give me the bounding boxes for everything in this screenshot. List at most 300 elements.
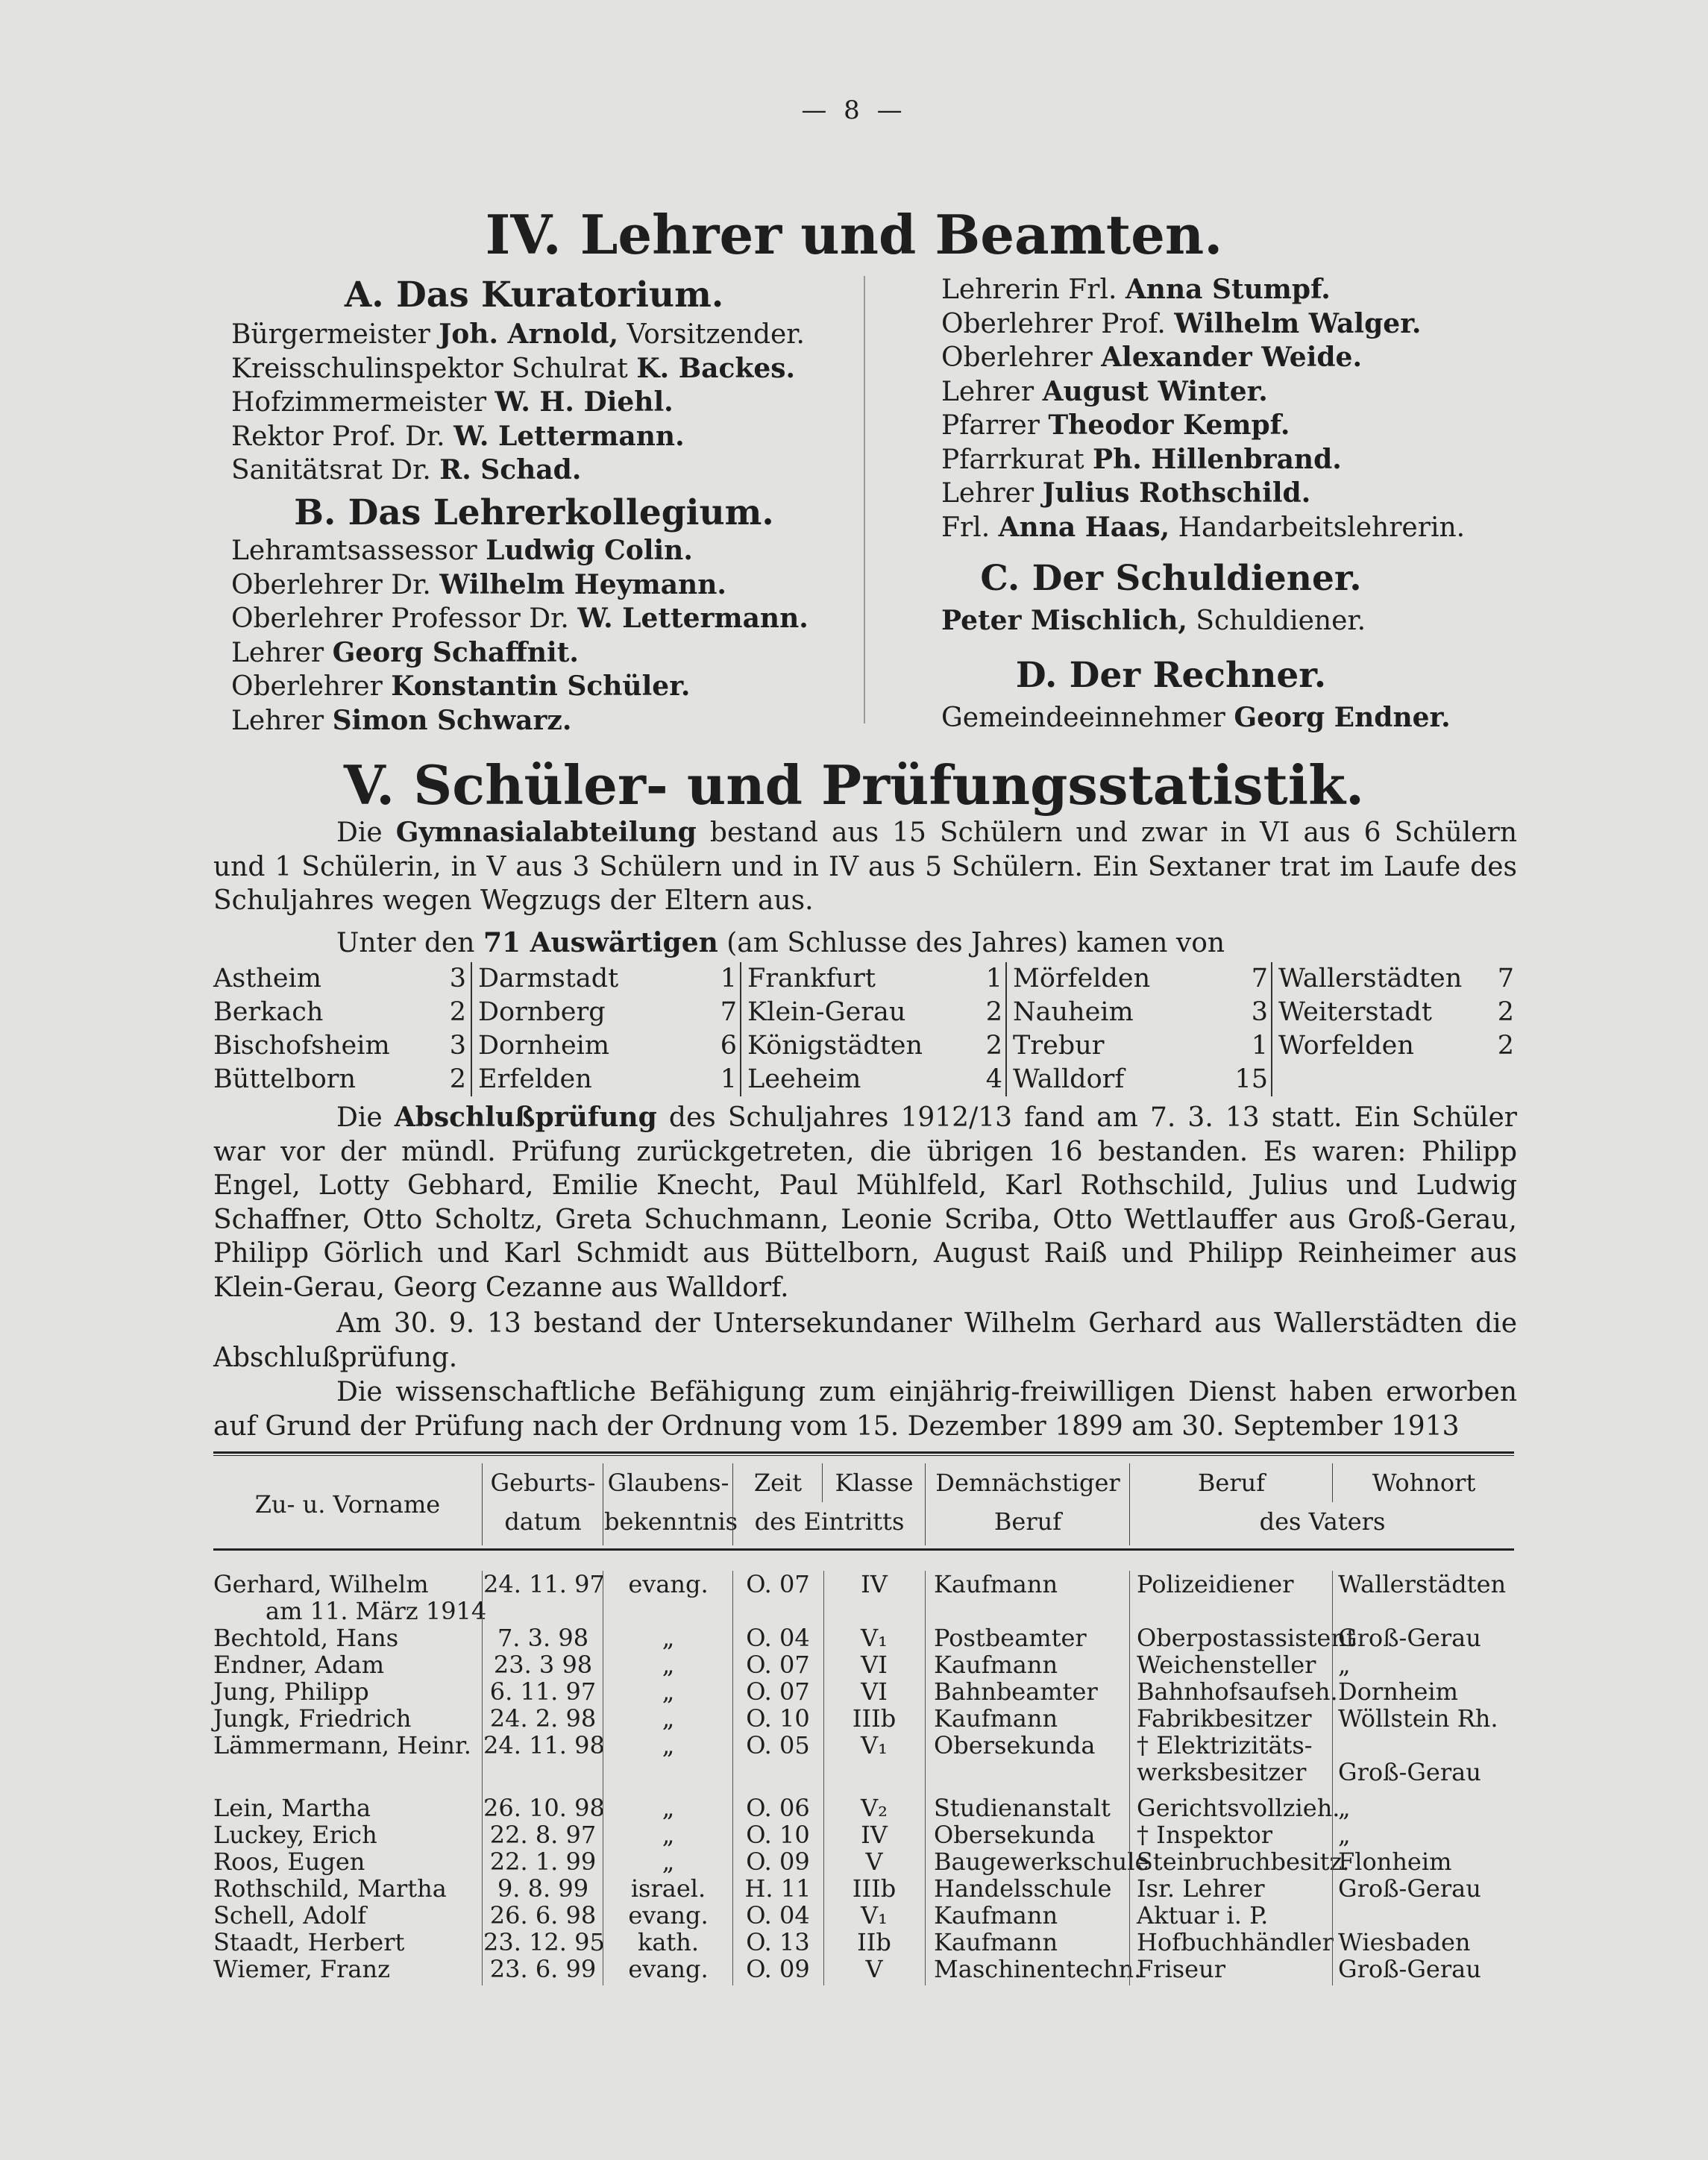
person-line xyxy=(231,420,685,453)
cell-kl: V₁ xyxy=(861,1624,888,1652)
person-role: Frl. xyxy=(941,512,999,543)
section-4-title: IV. Lehrer und Beamten. xyxy=(485,203,1223,266)
person-role: Lehrer xyxy=(231,705,333,736)
cell-name: Wiemer, Franz xyxy=(213,1955,390,1983)
cell-zeit: O. 04 xyxy=(746,1624,810,1652)
person-name: August Winter. xyxy=(1042,375,1268,407)
cell-zeit: H. 11 xyxy=(744,1874,811,1903)
table-row xyxy=(213,1571,1514,1598)
towns-column xyxy=(1271,962,1519,1096)
header-divider xyxy=(822,1463,823,1502)
cell-kl: VI xyxy=(861,1677,888,1706)
cell-konf: „ xyxy=(662,1704,675,1733)
person-name: Georg Endner. xyxy=(1234,702,1451,733)
person-line xyxy=(941,511,1465,544)
cell-kl: V₁ xyxy=(861,1731,888,1759)
towns-column xyxy=(213,962,471,1096)
cell-ort: Dornheim xyxy=(1338,1677,1458,1706)
town-count: 3 xyxy=(449,964,466,993)
person-name: W. Lettermann. xyxy=(577,603,809,634)
cell-zeit: O. 10 xyxy=(746,1704,810,1733)
header-des-vaters: des Vaters xyxy=(1259,1507,1386,1536)
cell-ort: Wiesbaden xyxy=(1338,1928,1471,1956)
para4-text: Am 30. 9. 13 bestand der Untersekundaner Wilhelm Gerhard aus Wallerstädten die Abschlußprüfung. xyxy=(213,1308,1517,1373)
cell-konf: kath. xyxy=(637,1928,700,1956)
cell-konf: evang. xyxy=(628,1570,709,1598)
column-divider xyxy=(482,1571,483,1985)
table-header-rule xyxy=(213,1548,1514,1551)
town-count: 2 xyxy=(1497,1031,1514,1061)
person-name: Ludwig Colin. xyxy=(486,535,693,566)
header-geburtsdatum xyxy=(483,1463,603,1545)
person-name: Georg Schaffnit. xyxy=(332,636,579,668)
para1-bold: Gymnasialabteilung xyxy=(395,817,697,848)
header-dem-2: Beruf xyxy=(993,1507,1062,1536)
town-name: Walldorf xyxy=(1013,1064,1125,1094)
cell-zeit: O. 13 xyxy=(746,1928,810,1956)
header-divider xyxy=(732,1463,733,1545)
cell-kl: IV xyxy=(861,1821,888,1849)
paragraph-befaehigung xyxy=(213,1375,1517,1443)
column-divider xyxy=(823,1571,824,1985)
header-divider xyxy=(482,1463,483,1545)
cell-dem: Kaufmann xyxy=(934,1901,1058,1930)
para3-text-a: Die xyxy=(336,1102,395,1133)
cell-zeit: O. 06 xyxy=(746,1794,810,1822)
person-role: Oberlehrer xyxy=(941,342,1102,373)
cell-kl: IIIb xyxy=(852,1874,897,1903)
town-entry xyxy=(741,962,1007,996)
cell-zeit: O. 09 xyxy=(746,1955,810,1983)
cell-konf: „ xyxy=(662,1677,675,1706)
cell-name: Lämmermann, Heinr. xyxy=(213,1731,471,1759)
town-entry xyxy=(741,996,1007,1029)
cell-dem: Bahnbeamter xyxy=(934,1677,1098,1706)
person-line xyxy=(231,602,809,635)
person-role: Oberlehrer xyxy=(231,671,392,702)
person-name: Ph. Hillenbrand. xyxy=(1093,443,1342,475)
table-row xyxy=(213,1929,1514,1956)
town-name: Nauheim xyxy=(1013,997,1134,1027)
cell-konf: „ xyxy=(662,1847,675,1876)
town-count: 7 xyxy=(720,997,737,1027)
cell-ort: „ xyxy=(1338,1821,1351,1849)
cell-beruf: Isr. Lehrer xyxy=(1137,1874,1265,1903)
column-divider xyxy=(925,1571,926,1985)
person-line xyxy=(941,443,1342,477)
town-name: Frankfurt xyxy=(747,964,876,993)
table-row xyxy=(213,1848,1514,1875)
cell-name: Schell, Adolf xyxy=(213,1901,367,1930)
cell-name: Jung, Philipp xyxy=(213,1677,369,1706)
town-entry xyxy=(1272,962,1519,996)
cell-geb: 23. 12. 95 xyxy=(483,1928,605,1956)
person-line xyxy=(231,534,693,568)
table-row xyxy=(213,1624,1514,1651)
header-des-eintritts: des Eintritts xyxy=(754,1507,905,1536)
town-count: 2 xyxy=(449,997,466,1027)
paragraph-abschlusspruefung xyxy=(213,1101,1517,1305)
heading-schuldiener: C. Der Schuldiener. xyxy=(980,558,1362,599)
town-name: Mörfelden xyxy=(1013,964,1151,993)
heading-rechner: D. Der Rechner. xyxy=(1015,655,1327,696)
table-row xyxy=(213,1678,1514,1705)
header-divider xyxy=(925,1463,926,1545)
town-name: Klein-Gerau xyxy=(747,997,906,1027)
table-row xyxy=(213,1956,1514,1982)
table-row xyxy=(213,1732,1514,1759)
person-role: Pfarrer xyxy=(941,410,1049,441)
cell-zeit: O. 10 xyxy=(746,1821,810,1849)
cell-kl: IIIb xyxy=(852,1704,897,1733)
cell-kl: IIb xyxy=(857,1928,891,1956)
cell-geb: 6. 11. 97 xyxy=(489,1677,597,1706)
cell-konf: „ xyxy=(662,1794,675,1822)
town-name: Leeheim xyxy=(747,1064,861,1094)
person-line xyxy=(231,568,726,602)
town-entry xyxy=(472,962,741,996)
cell-geb: 23. 3 98 xyxy=(493,1651,593,1679)
town-count: 1 xyxy=(985,964,1002,993)
person-name: Alexander Weide. xyxy=(1101,342,1362,373)
town-entry xyxy=(1272,996,1519,1029)
header-wohnort: Wohnort xyxy=(1372,1469,1476,1497)
cell-beruf: Fabrikbesitzer xyxy=(1137,1704,1312,1733)
header-klasse: Klasse xyxy=(835,1469,914,1497)
cell-name: Bechtold, Hans xyxy=(213,1624,399,1652)
person-line xyxy=(231,704,571,738)
cell-name: Rothschild, Martha xyxy=(213,1874,447,1903)
town-name: Erfelden xyxy=(478,1064,592,1094)
person-name: Wilhelm Walger. xyxy=(1174,307,1422,339)
person-suffix: Handarbeitslehrerin. xyxy=(1169,512,1466,543)
person-suffix: Vorsitzender. xyxy=(618,319,805,350)
cell-zeit: O. 05 xyxy=(746,1731,810,1759)
person-role: Sanitätsrat Dr. xyxy=(231,455,440,486)
cell-zeit: O. 07 xyxy=(746,1651,810,1679)
town-name: Weiterstadt xyxy=(1278,997,1432,1027)
person-role: Rektor Prof. Dr. xyxy=(231,421,454,452)
cell-name: am 11. März 1914 xyxy=(266,1597,487,1625)
person-line xyxy=(941,341,1362,374)
cell-name: Endner, Adam xyxy=(213,1651,385,1679)
cell-ort: Groß-Gerau xyxy=(1338,1758,1481,1786)
cell-kl: V₂ xyxy=(861,1794,888,1822)
town-count: 2 xyxy=(985,997,1002,1027)
cell-geb: 22. 1. 99 xyxy=(489,1847,597,1876)
person-name: Anna Haas, xyxy=(998,511,1170,543)
town-count: 15 xyxy=(1234,1064,1268,1094)
header-gl-1: Glaubens- xyxy=(607,1469,729,1497)
person-role: Kreisschulinspektor Schulrat xyxy=(231,353,637,384)
town-entry xyxy=(1272,1029,1519,1063)
towns-column xyxy=(740,962,1007,1096)
heading-lehrerkollegium: B. Das Lehrerkollegium. xyxy=(294,492,774,533)
para3-bold: Abschlußprüfung xyxy=(394,1102,657,1133)
towns-column xyxy=(471,962,741,1096)
cell-dem: Postbeamter xyxy=(934,1624,1087,1652)
cell-geb: 26. 10. 98 xyxy=(483,1794,605,1822)
town-count: 4 xyxy=(985,1064,1002,1094)
para2-text-a: Unter den xyxy=(336,928,483,958)
town-count: 2 xyxy=(449,1064,466,1094)
cell-ort: Groß-Gerau xyxy=(1338,1624,1481,1652)
para1-text-c: bestand aus 15 Schülern und zwar in VI aus 6 Schülern und 1 Schülerin, in V aus 3 Schülern und in IV aus 5 Schülern. Ein Sextaner trat im Laufe des Schuljahres wegen Wegzugs der Eltern aus. xyxy=(213,817,1518,916)
cell-kl: V xyxy=(865,1955,883,1983)
cell-dem: Maschinentechn. xyxy=(934,1955,1142,1983)
town-count: 1 xyxy=(720,1064,737,1094)
cell-ort: „ xyxy=(1338,1794,1351,1822)
cell-name: Lein, Martha xyxy=(213,1794,371,1822)
person-name: W. Lettermann. xyxy=(453,420,685,452)
town-name: Dornberg xyxy=(478,997,606,1027)
cell-kl: VI xyxy=(861,1651,888,1679)
cell-beruf: Aktuar i. P. xyxy=(1137,1901,1269,1930)
cell-geb: 23. 6. 99 xyxy=(489,1955,597,1983)
table-row xyxy=(213,1705,1514,1732)
cell-name: Luckey, Erich xyxy=(213,1821,377,1849)
header-zeit: Zeit xyxy=(753,1469,803,1497)
cell-kl: V₁ xyxy=(861,1901,888,1930)
person-line xyxy=(231,670,690,703)
town-entry xyxy=(1007,1063,1272,1096)
person-role: Oberlehrer Prof. xyxy=(941,308,1175,339)
person-line xyxy=(231,636,579,670)
header-divider xyxy=(1332,1463,1333,1502)
cell-beruf: Hofbuchhändler xyxy=(1137,1928,1334,1956)
cell-ort: Wallerstädten xyxy=(1338,1570,1507,1598)
town-entry xyxy=(741,1063,1007,1096)
cell-konf: „ xyxy=(662,1624,675,1652)
page-number: — 8 — xyxy=(801,95,907,125)
person-role: Oberlehrer Professor Dr. xyxy=(231,603,578,634)
cell-beruf: Gerichtsvollzieh. xyxy=(1137,1794,1340,1822)
town-count: 7 xyxy=(1251,964,1268,993)
town-entry xyxy=(472,996,741,1029)
header-demnaechstiger-beruf xyxy=(926,1463,1129,1545)
cell-konf: israel. xyxy=(630,1874,706,1903)
person-line xyxy=(941,307,1421,341)
header-geb-1: Geburts- xyxy=(490,1469,596,1497)
column-divider xyxy=(864,276,865,723)
cell-dem: Obersekunda xyxy=(934,1731,1096,1759)
town-count: 1 xyxy=(1251,1031,1268,1061)
para1-text-a: Die xyxy=(336,817,396,848)
person-role: Lehrerin Frl. xyxy=(941,274,1125,305)
cell-konf: „ xyxy=(662,1821,675,1849)
cell-geb: 24. 2. 98 xyxy=(489,1704,597,1733)
cell-zeit: O. 07 xyxy=(746,1570,810,1598)
cell-beruf: Oberpostassistent xyxy=(1137,1624,1356,1652)
column-divider xyxy=(1129,1571,1130,1985)
person-line xyxy=(941,375,1268,409)
para2-text-c: (am Schlusse des Jahres) kamen von xyxy=(718,928,1225,958)
town-count: 3 xyxy=(1251,997,1268,1027)
person-line xyxy=(941,604,1366,638)
person-line xyxy=(231,352,795,386)
cell-geb: 26. 6. 98 xyxy=(489,1901,597,1930)
town-name: Worfelden xyxy=(1278,1031,1414,1061)
town-entry xyxy=(1007,996,1272,1029)
person-name: Wilhelm Heymann. xyxy=(439,568,726,600)
person-role: Oberlehrer Dr. xyxy=(231,569,440,600)
town-entry xyxy=(213,1029,471,1063)
cell-geb: 9. 8. 99 xyxy=(497,1874,589,1903)
cell-beruf: † Inspektor xyxy=(1137,1821,1273,1849)
person-line xyxy=(941,409,1290,442)
header-vater xyxy=(1131,1463,1514,1545)
cell-geb: 22. 8. 97 xyxy=(489,1821,597,1849)
header-beruf: Beruf xyxy=(1197,1469,1266,1497)
person-role: Hofzimmermeister xyxy=(231,387,495,418)
person-name: R. Schad. xyxy=(439,454,582,486)
cell-beruf: Bahnhofsaufseh. xyxy=(1137,1677,1338,1706)
person-role: Lehrer xyxy=(941,478,1043,509)
town-name: Königstädten xyxy=(747,1031,923,1061)
person-name: Joh. Arnold, xyxy=(439,318,619,350)
paragraph-untersekundaner xyxy=(213,1307,1517,1375)
person-name: K. Backes. xyxy=(636,352,796,384)
cell-beruf: werksbesitzer xyxy=(1137,1758,1307,1786)
cell-zeit: O. 04 xyxy=(746,1901,810,1930)
paragraph-gymnasialabteilung xyxy=(213,816,1517,918)
town-count: 6 xyxy=(720,1031,737,1061)
cell-ort: Groß-Gerau xyxy=(1338,1955,1481,1983)
section-5-title: V. Schüler- und Prüfungsstatistik. xyxy=(343,753,1365,817)
cell-dem: Kaufmann xyxy=(934,1651,1058,1679)
cell-zeit: O. 09 xyxy=(746,1847,810,1876)
cell-konf: „ xyxy=(662,1651,675,1679)
cell-dem: Obersekunda xyxy=(934,1821,1096,1849)
cell-zeit: O. 07 xyxy=(746,1677,810,1706)
person-name: Anna Stumpf. xyxy=(1125,274,1331,305)
column-divider xyxy=(1332,1571,1333,1985)
cell-dem: Baugewerkschule xyxy=(934,1847,1149,1876)
header-gl-2: bekenntnis xyxy=(604,1507,738,1536)
person-name: Simon Schwarz. xyxy=(332,704,572,736)
cell-konf: evang. xyxy=(628,1901,709,1930)
header-glaubensbekenntnis xyxy=(604,1463,738,1545)
para5-text: Die wissenschaftliche Befähigung zum einjährig-freiwilligen Dienst haben erworben auf Grund der Prüfung nach der Ordnung vom 15. Dezember 1899 am 30. September 1913 xyxy=(213,1377,1517,1442)
person-line xyxy=(941,477,1310,510)
header-divider xyxy=(1129,1463,1130,1545)
person-name: W. H. Diehl. xyxy=(494,386,674,418)
table-row xyxy=(213,1875,1514,1902)
cell-ort: Groß-Gerau xyxy=(1338,1874,1481,1903)
cell-dem: Studienanstalt xyxy=(934,1794,1111,1822)
person-role: Pfarrkurat xyxy=(941,444,1093,475)
town-entry xyxy=(741,1029,1007,1063)
para3-text-c: des Schuljahres 1912/13 fand am 7. 3. 13 statt. Ein Schüler war vor der mündl. Prüfung zurückgetreten, die übrigen 16 bestanden. Es waren: Philipp Engel, Lotty Gebhard, Emilie Knecht, Paul Mühlfeld, Karl Rothschild, Julius und Ludwig Schaffner, Otto Scholtz, Greta Schuchmann, Leonie Scriba, Otto Wettlauffer aus Groß-Gerau, Philipp Görlich und Karl Schmidt aus Büttelborn, August Raiß und Philipp Reinheimer aus Klein-Gerau, Georg Cezanne aus Walldorf. xyxy=(213,1102,1517,1303)
cell-geb: 24. 11. 98 xyxy=(483,1731,605,1759)
cell-ort: Flonheim xyxy=(1338,1847,1452,1876)
table-row xyxy=(213,1651,1514,1678)
cell-geb: 7. 3. 98 xyxy=(497,1624,589,1652)
person-name: Theodor Kempf. xyxy=(1048,409,1290,441)
towns-column xyxy=(1005,962,1272,1096)
cell-beruf: Polizeidiener xyxy=(1137,1570,1294,1598)
cell-beruf: Steinbruchbesitz. xyxy=(1137,1847,1350,1876)
person-line xyxy=(941,701,1451,735)
town-count: 2 xyxy=(1497,997,1514,1027)
table-row xyxy=(213,1902,1514,1929)
heading-kuratorium: A. Das Kuratorium. xyxy=(344,274,724,315)
cell-dem: Kaufmann xyxy=(934,1704,1058,1733)
cell-name: Jungk, Friedrich xyxy=(213,1704,412,1733)
table-row xyxy=(213,1759,1514,1786)
town-count: 2 xyxy=(985,1031,1002,1061)
town-name: Wallerstädten xyxy=(1278,964,1463,993)
cell-dem: Kaufmann xyxy=(934,1570,1058,1598)
person-role: Bürgermeister xyxy=(231,319,439,350)
person-role: Lehrer xyxy=(231,637,333,668)
town-entry xyxy=(213,996,471,1029)
cell-name: Staadt, Herbert xyxy=(213,1928,405,1956)
cell-dem: Handelsschule xyxy=(934,1874,1112,1903)
town-entry xyxy=(213,1063,471,1096)
cell-name: Gerhard, Wilhelm xyxy=(213,1570,429,1598)
town-entry xyxy=(1007,962,1272,996)
town-entry xyxy=(472,1029,741,1063)
header-geb-2: datum xyxy=(504,1507,582,1536)
table-row xyxy=(213,1598,1514,1624)
column-divider xyxy=(732,1571,733,1985)
person-name: Peter Mischlich, xyxy=(941,605,1187,636)
cell-beruf: Weichensteller xyxy=(1137,1651,1316,1679)
town-entry xyxy=(1007,1029,1272,1063)
town-entry xyxy=(213,962,471,996)
para2-bold: 71 Auswärtigen xyxy=(483,927,718,958)
header-dem-1: Demnächstiger xyxy=(935,1469,1120,1497)
person-line xyxy=(231,453,581,487)
table-row xyxy=(213,1821,1514,1848)
cell-kl: IV xyxy=(861,1570,888,1598)
person-suffix: Schuldiener. xyxy=(1187,606,1366,636)
cell-ort: „ xyxy=(1338,1651,1351,1679)
town-name: Darmstadt xyxy=(478,964,619,993)
town-count: 7 xyxy=(1497,964,1514,993)
cell-konf: evang. xyxy=(628,1955,709,1983)
town-name: Dornheim xyxy=(478,1031,610,1061)
town-entry xyxy=(472,1063,741,1096)
town-name: Berkach xyxy=(213,997,324,1027)
table-row xyxy=(213,1795,1514,1821)
person-line xyxy=(231,318,805,351)
person-role: Lehrer xyxy=(941,376,1043,407)
town-name: Trebur xyxy=(1013,1031,1105,1061)
person-line xyxy=(231,386,674,419)
town-name: Astheim xyxy=(213,964,321,993)
town-name: Büttelborn xyxy=(213,1064,357,1094)
table-top-rule xyxy=(213,1451,1514,1454)
header-name: Zu- u. Vorname xyxy=(254,1490,441,1519)
cell-dem: Kaufmann xyxy=(934,1928,1058,1956)
person-line xyxy=(941,273,1331,307)
table-top-rule-thin xyxy=(213,1455,1514,1456)
person-role: Gemeindeeinnehmer xyxy=(941,703,1234,733)
cell-kl: V xyxy=(865,1847,883,1876)
person-role: Lehramtsassessor xyxy=(231,536,486,566)
cell-konf: „ xyxy=(662,1731,675,1759)
town-count: 1 xyxy=(720,964,737,993)
town-count: 3 xyxy=(449,1031,466,1061)
cell-ort: Wöllstein Rh. xyxy=(1338,1704,1498,1733)
header-eintritt xyxy=(734,1463,925,1545)
cell-beruf: † Elektrizitäts- xyxy=(1137,1731,1313,1759)
cell-geb: 24. 11. 97 xyxy=(483,1570,605,1598)
paragraph-auswaertige xyxy=(213,926,1517,961)
cell-name: Roos, Eugen xyxy=(213,1847,365,1876)
